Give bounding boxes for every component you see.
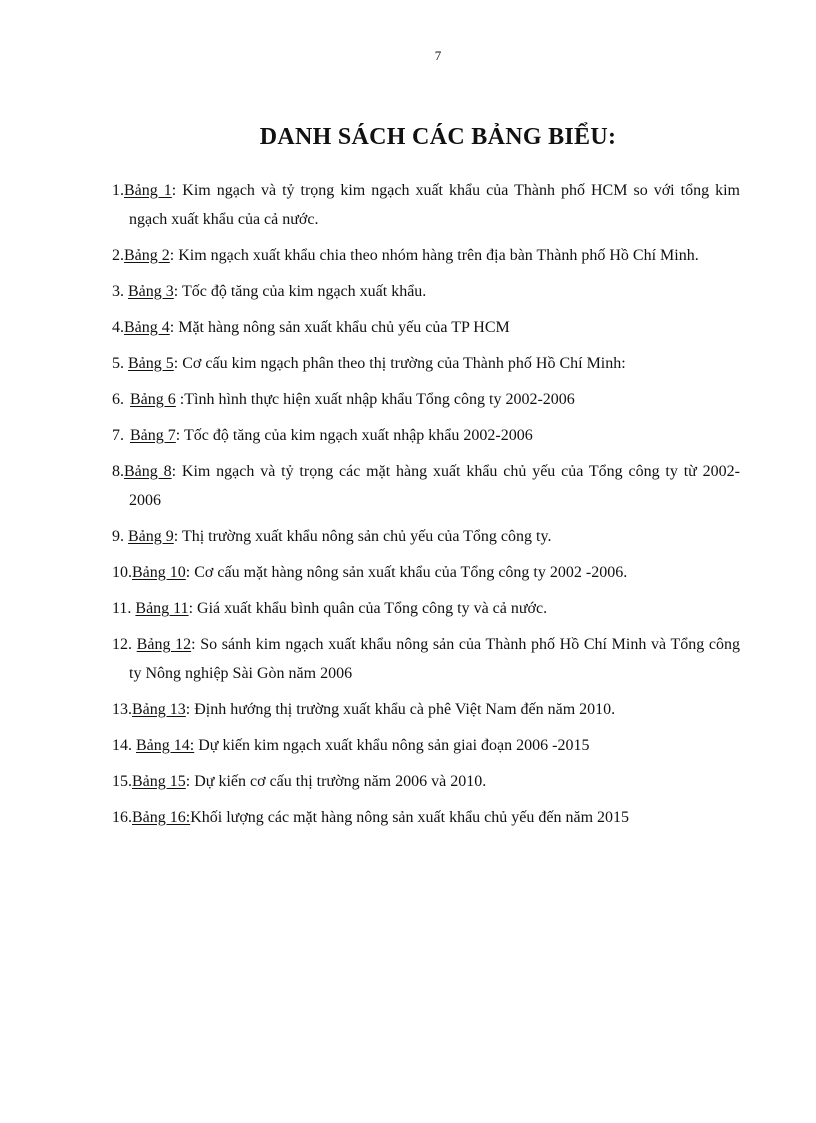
item-number: 12. (112, 636, 132, 653)
item-description: : Cơ cấu mặt hàng nông sản xuất khẩu của Tổng công ty 2002 -2006. (185, 564, 628, 581)
list-item (112, 421, 740, 450)
table-reference-link[interactable]: Bảng 11 (135, 600, 189, 617)
list-item (112, 277, 740, 306)
item-description: Khối lượng các mặt hàng nông sản xuất khẩu chủ yếu đến năm 2015 (190, 809, 630, 826)
list-item (112, 176, 740, 234)
list-item (112, 522, 740, 551)
item-number: 16. (112, 809, 132, 826)
item-number: 3. (112, 283, 124, 300)
table-reference-link[interactable]: Bảng 7 (130, 427, 176, 444)
list-item (112, 767, 740, 796)
list-item (112, 558, 740, 587)
table-reference-link[interactable]: Bảng 15 (132, 773, 186, 790)
table-reference-link[interactable]: Bảng 4 (124, 319, 170, 336)
item-description: : Dự kiến cơ cấu thị trường năm 2006 và 2010. (185, 773, 487, 790)
item-description: : So sánh kim ngạch xuất khẩu nông sản của Thành phố Hồ Chí Minh và Tổng công ty Nông nghiệp Sài Gòn năm 2006 (129, 636, 741, 682)
table-reference-link[interactable]: Bảng 13 (132, 701, 186, 718)
item-number: 15. (112, 773, 132, 790)
table-reference-link[interactable]: Bảng 2 (124, 247, 170, 264)
item-number: 10. (112, 564, 132, 581)
item-number: 8. (112, 463, 124, 480)
item-number: 4. (112, 319, 124, 336)
item-number: 5. (112, 355, 124, 372)
list-item (112, 630, 740, 688)
item-description: : Giá xuất khẩu bình quân của Tổng công ty và cả nước. (188, 600, 548, 617)
item-number: 1. (112, 182, 124, 199)
table-reference-link[interactable]: Bảng 6 (130, 391, 176, 408)
table-reference-link[interactable]: Bảng 1 (124, 182, 172, 199)
page-title: DANH SÁCH CÁC BẢNG BIỂU: (259, 124, 617, 150)
list-item (112, 241, 740, 270)
item-number: 9. (112, 528, 124, 545)
list-item (112, 594, 740, 623)
list-item (112, 349, 740, 378)
item-description: : Tốc độ tăng của kim ngạch xuất khẩu. (173, 283, 427, 300)
item-number: 11. (112, 600, 132, 617)
list-item (112, 313, 740, 342)
table-reference-link[interactable]: Bảng 9 (128, 528, 174, 545)
table-reference-link[interactable]: Bảng 14: (136, 737, 195, 754)
table-reference-link[interactable]: Bảng 5 (128, 355, 174, 372)
table-list (112, 176, 740, 839)
item-number: 14. (112, 737, 132, 754)
item-description: : Định hướng thị trường xuất khẩu cà phê Việt Nam đến năm 2010. (185, 701, 616, 718)
table-reference-link[interactable]: Bảng 12 (136, 636, 192, 653)
item-description: : Thị trường xuất khẩu nông sản chủ yếu của Tổng công ty. (173, 528, 552, 545)
list-item (112, 695, 740, 724)
item-number: 13. (112, 701, 132, 718)
list-item (112, 803, 740, 832)
item-description: : Kim ngạch và tỷ trọng các mặt hàng xuất khẩu chủ yếu của Tổng công ty từ 2002- 2006 (129, 463, 740, 509)
item-number: 6. (112, 391, 124, 408)
page-number: 7 (434, 48, 442, 63)
item-description: : Cơ cấu kim ngạch phân theo thị trường của Thành phố Hồ Chí Minh: (173, 355, 626, 372)
item-description: : Mặt hàng nông sản xuất khẩu chủ yếu của TP HCM (169, 319, 510, 336)
table-reference-link[interactable]: Bảng 8 (124, 463, 172, 480)
item-description: :Tình hình thực hiện xuất nhập khẩu Tổng công ty 2002-2006 (175, 391, 575, 408)
item-number: 2. (112, 247, 124, 264)
item-description: : Kim ngạch xuất khẩu chia theo nhóm hàng trên địa bàn Thành phố Hồ Chí Minh. (169, 247, 699, 264)
item-number: 7. (112, 427, 124, 444)
item-description: : Kim ngạch và tỷ trọng kim ngạch xuất khẩu của Thành phố HCM so với tổng kim ngạch xuất khẩu của cả nước. (129, 182, 740, 228)
table-reference-link[interactable]: Bảng 16: (132, 809, 191, 826)
list-item (112, 731, 740, 760)
item-description: : Tốc độ tăng của kim ngạch xuất nhập khẩu 2002-2006 (175, 427, 533, 444)
list-item (112, 457, 740, 515)
table-reference-link[interactable]: Bảng 3 (128, 283, 174, 300)
table-reference-link[interactable]: Bảng 10 (132, 564, 186, 581)
item-description: Dự kiến kim ngạch xuất khẩu nông sản giai đoạn 2006 -2015 (194, 737, 590, 754)
list-item (112, 385, 740, 414)
